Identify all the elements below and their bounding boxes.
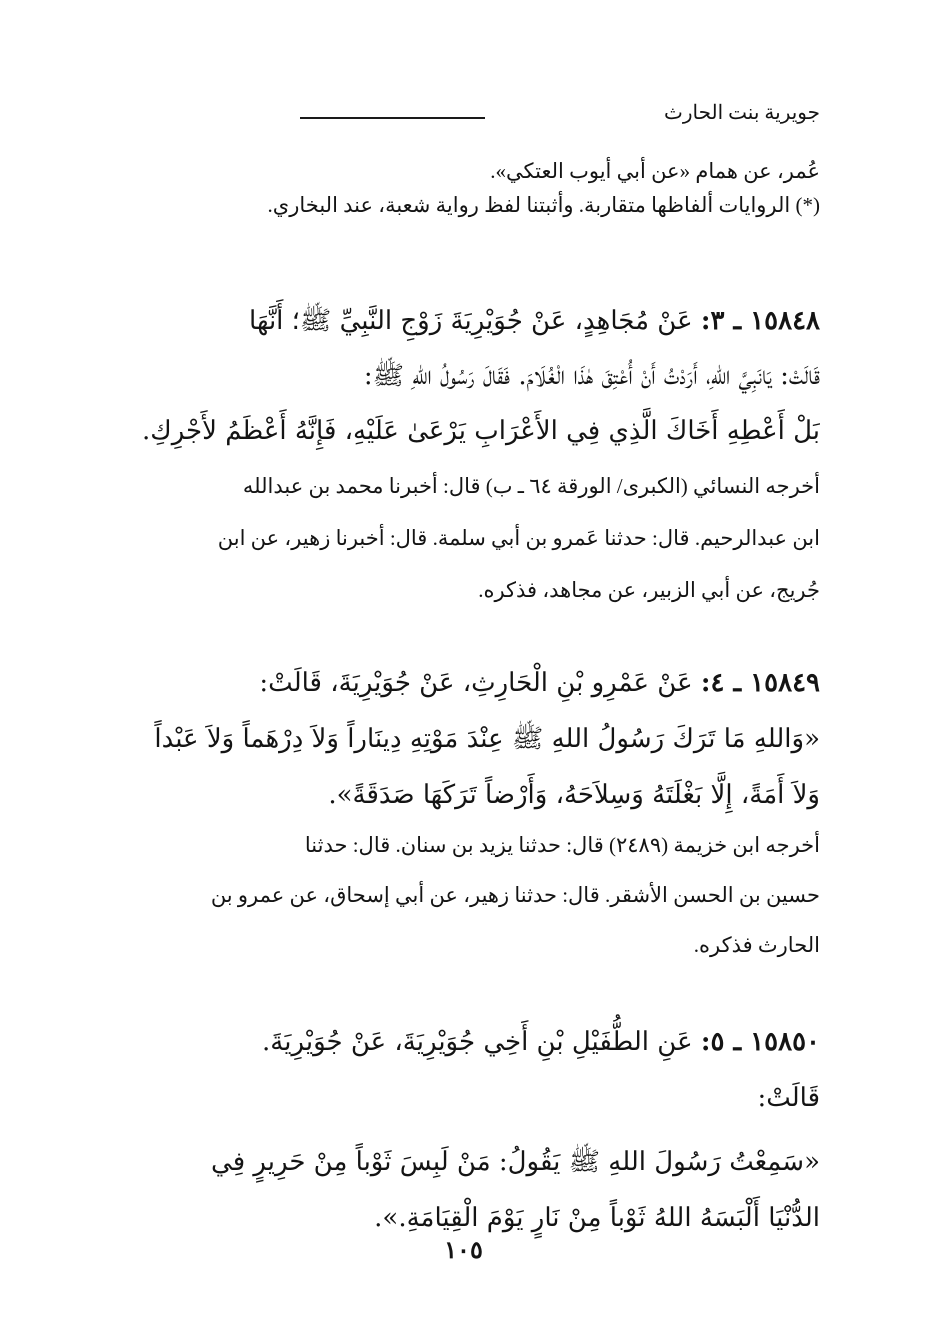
hadith-line: ١٥٨٤٨ ـ ٣: عَنْ مُجَاهِدٍ، عَنْ جُوَيْرِيَةَ زَوْجِ النَّبِيِّ ﷺ؛ أَنَّهَا bbox=[249, 306, 820, 336]
takhrij-line: ابن عبدالرحيم. قال: حدثنا عَمرو بن أبي سلمة. قال: أخبرنا زهير، عن ابن bbox=[217, 526, 820, 550]
hadith-number: ١٥٨٤٨ ـ ٣: bbox=[700, 306, 820, 336]
header-title: جويرية بنت الحارث bbox=[664, 102, 820, 124]
hadith-15850 bbox=[130, 1014, 820, 1246]
footnote-line: (*) الروايات ألفاظها متقاربة. وأثبتنا لفظ رواية شعبة، عند البخاري. bbox=[267, 193, 820, 217]
hadith-number: ١٥٨٥٠ ـ ٥: bbox=[700, 1027, 820, 1057]
hadith-15848 bbox=[130, 294, 820, 459]
takhrij-line: الحارث فذكره. bbox=[693, 933, 820, 957]
hadith-line: ١٥٨٤٩ ـ ٤: عَنْ عَمْرِو بْنِ الْحَارِثِ، عَنْ جُوَيْرِيَةَ، قَالَتْ: bbox=[259, 668, 820, 698]
takhrij-line: حسين بن الحسن الأشقر. قال: حدثنا زهير، عن أبي إسحاق، عن عمرو بن bbox=[210, 883, 820, 907]
hadith-line: قَالَتْ: يَانَبِيَّ اللهِ، أَرَدْتُ أَنْ أُعْتِقَ هٰذَا الْغُلَامَ. فَقَالَ رَسُولُ اللهِ ﷺ: bbox=[363, 361, 820, 391]
page-number: ١٠٥ bbox=[444, 1238, 483, 1264]
takhrij-line: أخرجه ابن خزيمة (٢٤٨٩) قال: حدثنا يزيد بن سنان. قال: حدثنا bbox=[304, 833, 820, 857]
hadith-15849 bbox=[130, 655, 820, 823]
hadith-line: «وَاللهِ مَا تَرَكَ رَسُولُ اللهِ ﷺ عِنْدَ مَوْتِهِ دِينَاراً وَلاَ دِرْهَماً وَلاَ عَبْداً bbox=[154, 724, 820, 754]
running-header bbox=[130, 100, 820, 134]
header-rule bbox=[300, 117, 485, 119]
hadith-line: «سَمِعْتُ رَسُولَ اللهِ ﷺ يَقُولُ: مَنْ لَبِسَ ثَوْباً مِنْ حَرِيرٍ فِي bbox=[211, 1147, 820, 1177]
note-line: عُمر، عن همام «عن أبي أيوب العتكي». bbox=[490, 159, 820, 183]
takhrij-15849 bbox=[130, 820, 820, 970]
hadith-line: ١٥٨٥٠ ـ ٥: عَنِ الطُّفَيْلِ بْنِ أَخِي جُوَيْرِيَةَ، عَنْ جُوَيْرِيَةَ. bbox=[262, 1027, 820, 1057]
hadith-number: ١٥٨٤٩ ـ ٤: bbox=[700, 668, 820, 698]
hadith-line: وَلاَ أَمَةً، إِلَّا بَغْلَتَهُ وَسِلاَحَهُ، وَأَرْضاً تَرَكَهَا صَدَقَةً». bbox=[328, 780, 820, 810]
previous-hadith-note bbox=[130, 148, 820, 228]
hadith-line: قَالَتْ: bbox=[757, 1083, 820, 1113]
takhrij-15848 bbox=[130, 460, 820, 616]
takhrij-line: جُريج، عن أبي الزبير، عن مجاهد، فذكره. bbox=[478, 578, 820, 602]
hadith-line: الدُّنْيَا أَلْبَسَهُ اللهُ ثَوْباً مِنْ نَارٍ يَوْمَ الْقِيَامَةِ.». bbox=[374, 1203, 820, 1233]
takhrij-line: أخرجه النسائي (الكبرى/ الورقة ٦٤ ـ ب) قال: أخبرنا محمد بن عبدالله bbox=[242, 474, 820, 498]
hadith-line: بَلْ أَعْطِهِ أَخَاكَ الَّذِي فِي الأَعْرَابِ يَرْعَىٰ عَلَيْهِ، فَإِنَّهُ أَعْظَمُ لأَجْرِكِ. bbox=[142, 416, 820, 446]
